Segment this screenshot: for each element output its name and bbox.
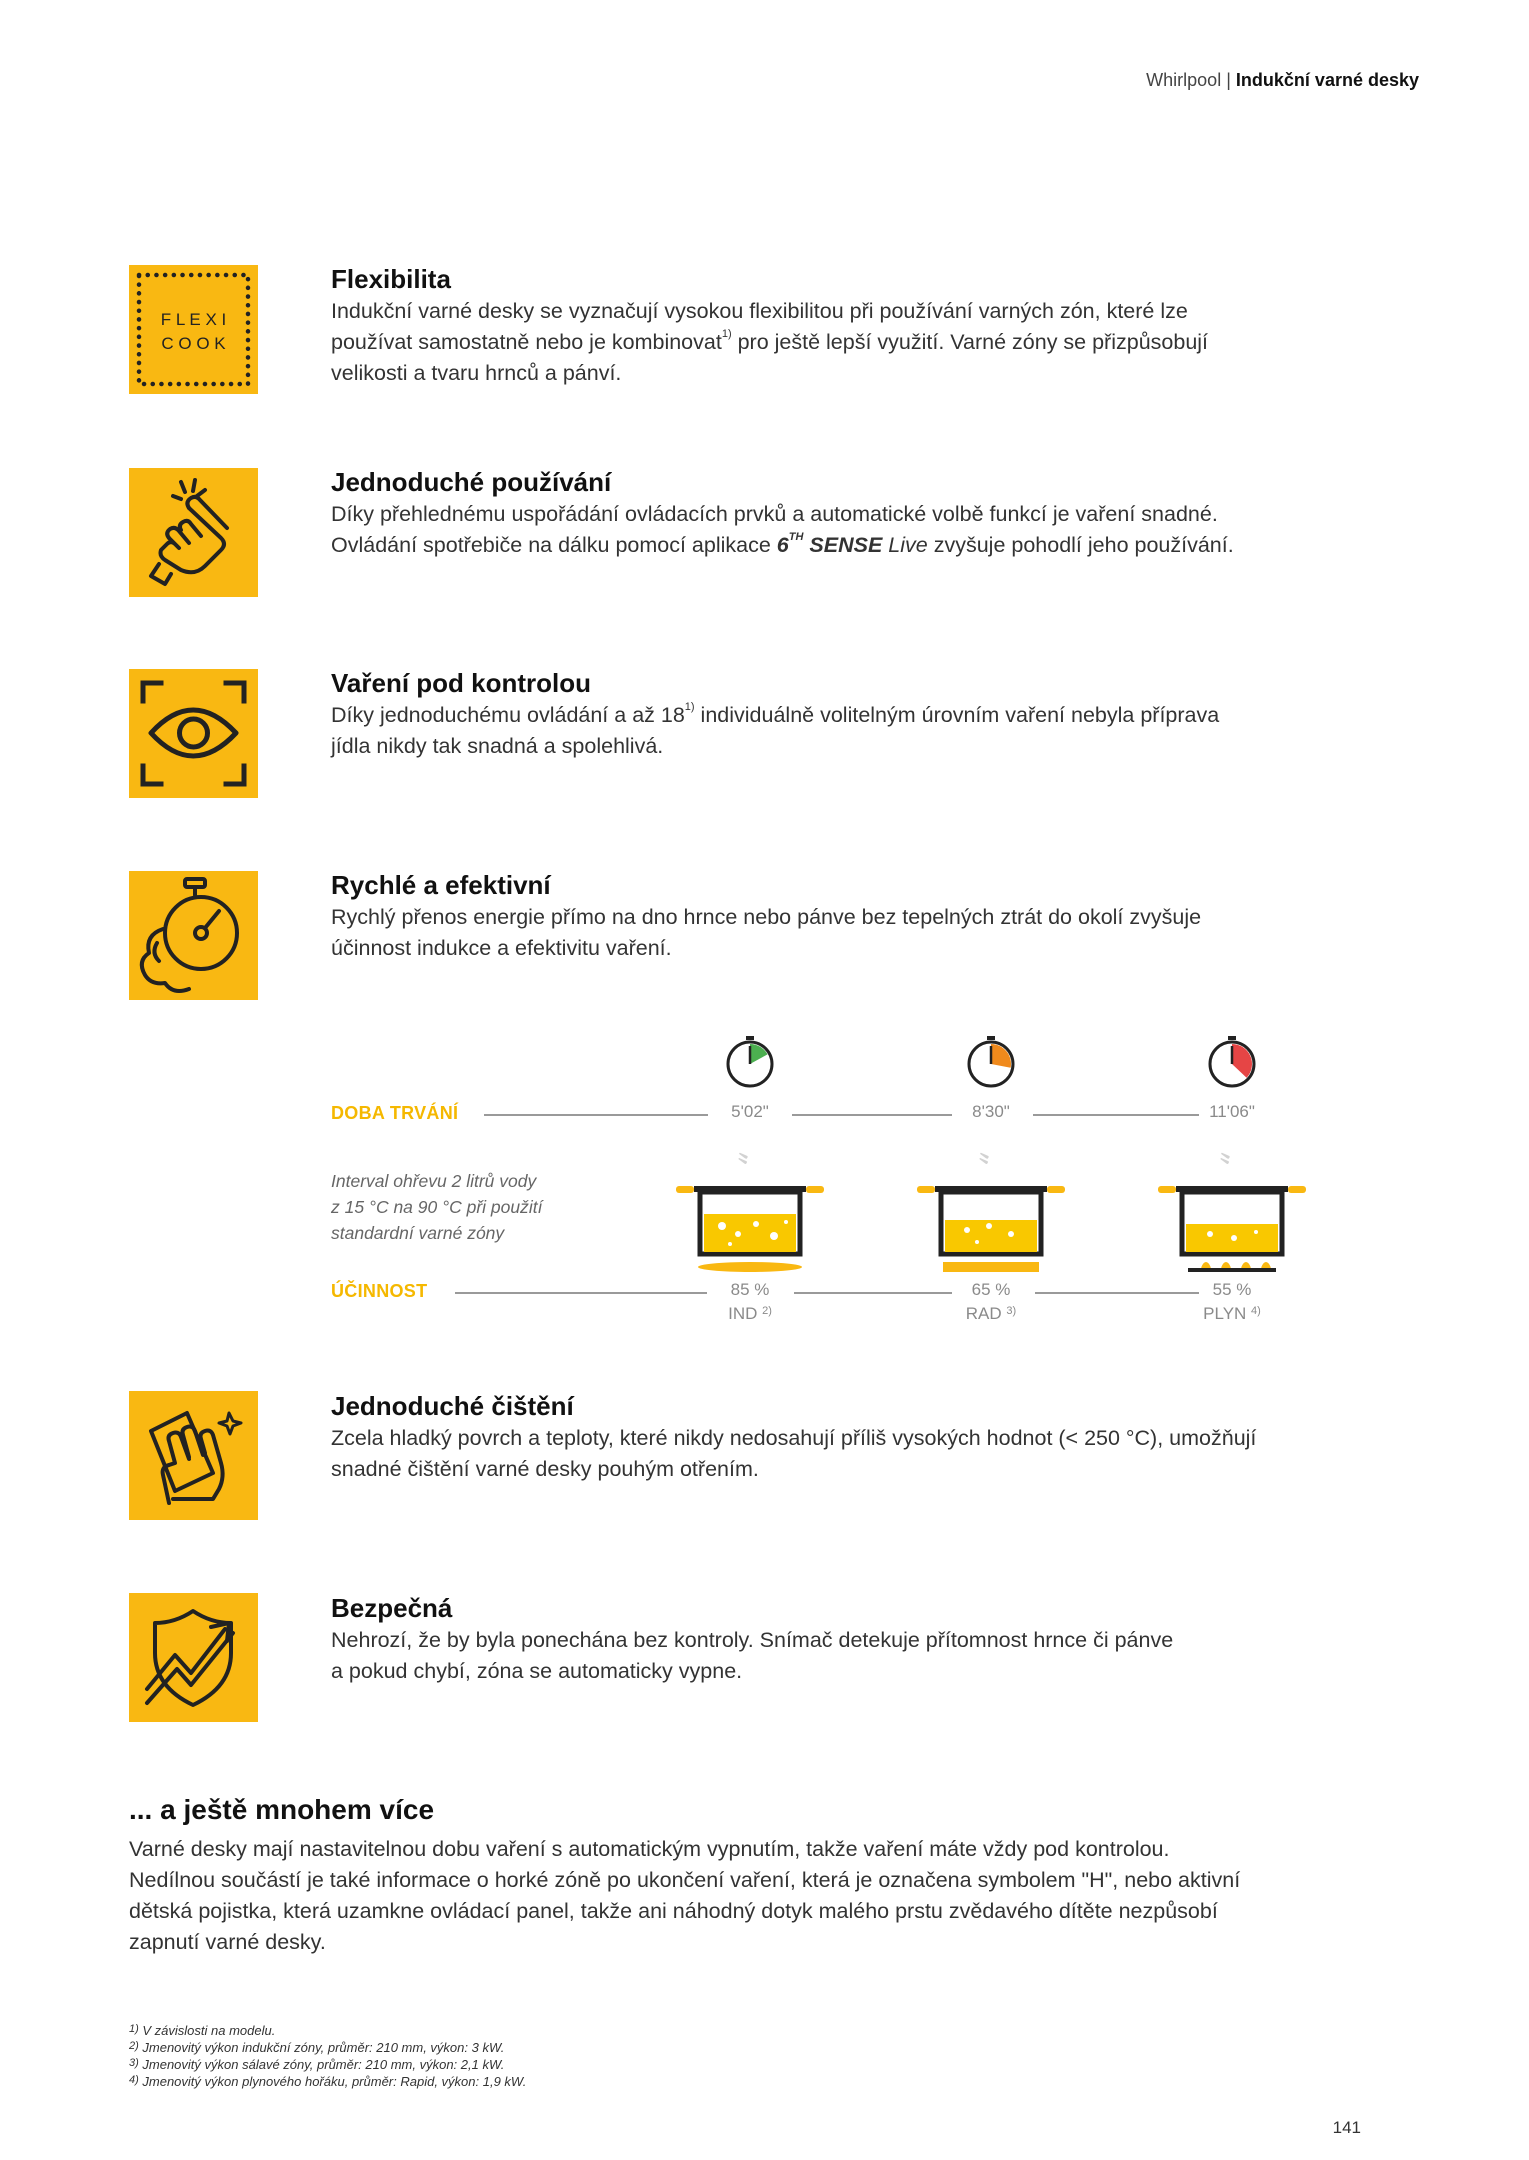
flexi-cook-icon [129, 265, 258, 394]
footnote: $^{1)}$ V závislosti na modelu. [129, 2023, 276, 2038]
header-separator: | [1226, 70, 1231, 90]
feature-title: Jednoduché používání [331, 467, 612, 497]
feature-bezpecna [331, 1591, 1331, 1687]
duration-value: 11'06" [1209, 1102, 1255, 1121]
feature-title: Jednoduché čištění [331, 1391, 574, 1421]
duration-line [484, 1114, 708, 1116]
duration-value: 8'30" [972, 1102, 1010, 1121]
steam-icon: 〟 [1220, 1138, 1247, 1168]
footnotes [129, 2022, 526, 2090]
cook-text: C O O K [161, 334, 226, 353]
feature-title: Bezpečná [331, 1593, 453, 1623]
page-header [1146, 70, 1419, 91]
feature-cisteni [331, 1389, 1331, 1485]
pot-icon [917, 1164, 1065, 1276]
feature-text: Díky jednoduchému ovládání a až 18$^{1)}$ individuálně volitelným úrovním vaření nebyla příprava jídla nikdy tak snadná a spolehlivá. [331, 701, 1220, 758]
more-section [129, 1794, 1379, 1958]
timer-icon [965, 1036, 1017, 1088]
cleaning-hands-icon [129, 1391, 258, 1520]
footnote: $^{3)}$ Jmenovitý výkon sálavé zóny, průměr: 210 mm, výkon: 2,1 kW. [129, 2057, 505, 2072]
comparison-item-rad [931, 1028, 1051, 1428]
pot-icon [1158, 1164, 1306, 1276]
feature-text: Nehrozí, že by byla ponechána bez kontroly. Snímač detekuje přítomnost hrnce či pánve a pokud chybí, zóna se automaticky vypne. [331, 1628, 1174, 1683]
stopwatch-icon [129, 871, 258, 1000]
feature-pouzivani [331, 465, 1331, 561]
feature-kontrola [331, 666, 1331, 762]
comparison-item-plyn [1172, 1028, 1292, 1428]
feature-text: Indukční varné desky se vyznačují vysokou flexibilitou při používání varných zón, které lze používat samostatně nebo je kombinovat$^{1)}$ pro ještě lepší využití. Varné zóny se přizpůsobují velikosti a tvaru hrnců a pánví. [331, 299, 1209, 385]
header-brand: Whirlpool [1146, 70, 1222, 90]
page-number: 141 [1332, 2118, 1361, 2137]
duration-label: DOBA TRVÁNÍ [331, 1103, 459, 1123]
feature-text: Rychlý přenos energie přímo na dno hrnce nebo pánve bez tepelných ztrát do okolí zvyšuje účinnost indukce a efektivitu vaření. [331, 905, 1202, 960]
efficiency-line [794, 1292, 952, 1294]
more-text: Varné desky mají nastavitelnou dobu vaření s automatickým vypnutím, takže vaření máte vždy pod kontrolou. Nedílnou součástí je také informace o horké zóně po ukončení vaření, která je označena symbolem "H", nebo aktivní dětská pojistka, která uzamkne ovládací panel, takže ani náhodný dotyk malého prstu zvědavého dítěte nezpůsobí zapnutí varné desky. [129, 1837, 1241, 1954]
feature-title: Vaření pod kontrolou [331, 668, 592, 698]
feature-title: Rychlé a efektivní [331, 870, 551, 900]
cooktop-type: IND $^{2)}$ [728, 1304, 772, 1323]
eye-icon [129, 669, 258, 798]
touch-hand-icon [129, 468, 258, 597]
cooktop-type: PLYN $^{4)}$ [1203, 1304, 1261, 1323]
efficiency-label: ÚČINNOST [331, 1281, 428, 1301]
steam-icon: 〟 [979, 1138, 1006, 1168]
footnote: $^{2)}$ Jmenovitý výkon indukční zóny, průměr: 210 mm, výkon: 3 kW. [129, 2040, 505, 2055]
flexi-text: F L E X I [160, 310, 227, 329]
pot-icon [676, 1164, 824, 1276]
efficiency-value: 55 % [1212, 1280, 1252, 1299]
feature-title: Flexibilita [331, 264, 451, 294]
efficiency-value: 85 % [730, 1280, 770, 1299]
sixth-sense-brand: 6 [776, 533, 789, 557]
footnote: $^{4)}$ Jmenovitý výkon plynového hořáku, průměr: Rapid, výkon: 1,9 kW. [129, 2074, 527, 2089]
feature-text: Díky přehlednému uspořádání ovládacích prvků a automatické volbě funkcí je vaření snadné. Ovládání spotřebiče na dálku pomocí aplikace 6TH SENSE Live zvyšuje pohodlí jeho používání. [331, 502, 1234, 557]
more-title: ... a ještě mnohem více [129, 1794, 435, 1825]
comparison-note: Interval ohřevu 2 litrů vody z 15 °C na 90 °C při použití standardní varné zóny [331, 1171, 543, 1243]
timer-icon [1206, 1036, 1258, 1088]
cooktop-type: RAD $^{3)}$ [965, 1304, 1017, 1323]
steam-icon: 〟 [738, 1138, 765, 1168]
feature-text: Zcela hladký povrch a teploty, které nikdy nedosahují příliš vysokých hodnot (< 250 °C), umožňují snadné čištění varné desky pouhým otřením. [331, 1426, 1257, 1481]
duration-value: 5'02" [731, 1102, 769, 1121]
feature-flexibilita [331, 262, 1331, 389]
duration-line [792, 1114, 952, 1116]
efficiency-value: 65 % [971, 1280, 1011, 1299]
comparison-item-ind [690, 1028, 810, 1428]
timer-icon [724, 1036, 776, 1088]
efficiency-line [455, 1292, 707, 1294]
feature-rychle [331, 868, 1331, 964]
header-section: Indukční varné desky [1235, 70, 1419, 90]
shield-arrow-icon [129, 1593, 258, 1722]
